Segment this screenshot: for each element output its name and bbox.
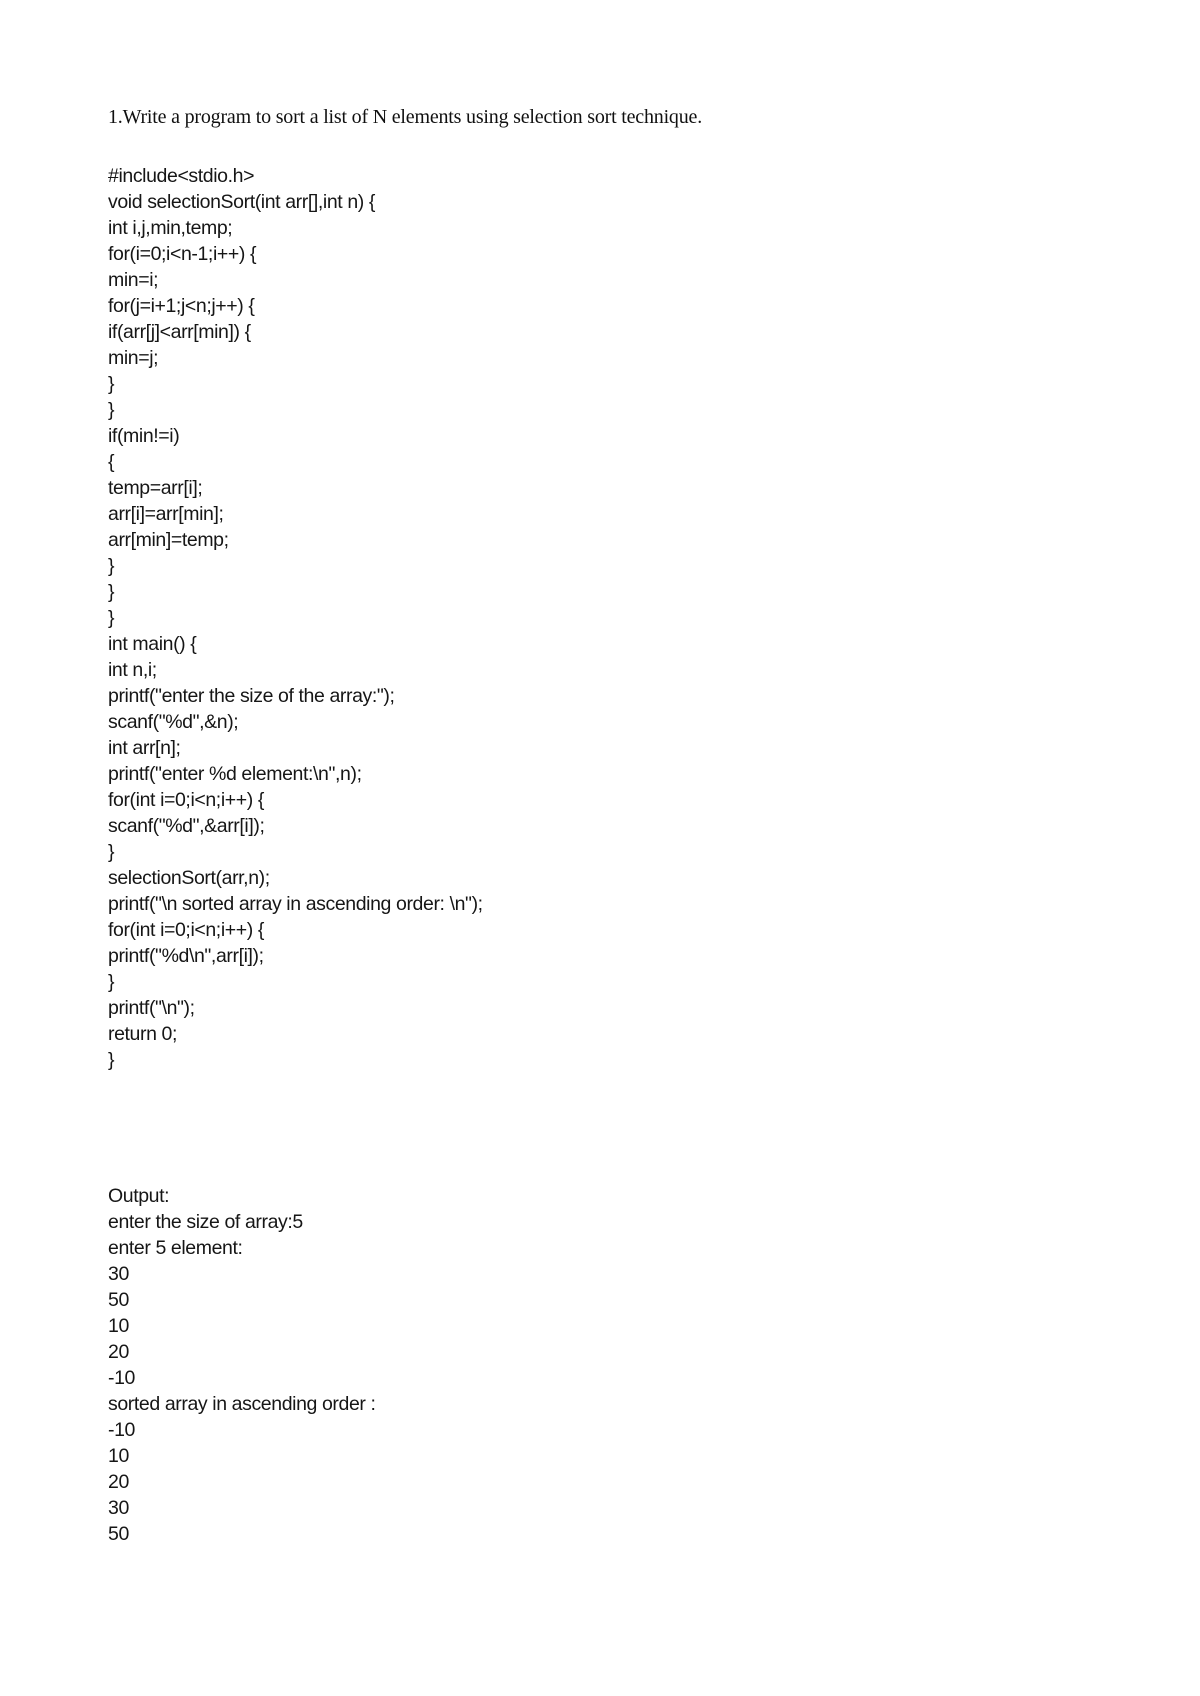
code-line: } bbox=[108, 399, 115, 421]
code-line: printf("enter the size of the array:"); bbox=[108, 685, 395, 707]
code-line: } bbox=[108, 607, 115, 629]
code-line: printf("\n sorted array in ascending order: \n"); bbox=[108, 893, 483, 915]
program-output-block bbox=[108, 1183, 1108, 1547]
output-line: sorted array in ascending order : bbox=[108, 1393, 376, 1415]
code-line: temp=arr[i]; bbox=[108, 477, 203, 499]
code-line: int i,j,min,temp; bbox=[108, 217, 233, 239]
code-line: for(int i=0;i<n;i++) { bbox=[108, 919, 264, 941]
output-line: enter the size of array:5 bbox=[108, 1211, 303, 1233]
code-block bbox=[108, 163, 1108, 1073]
code-line: arr[i]=arr[min]; bbox=[108, 503, 224, 525]
code-line: min=j; bbox=[108, 347, 159, 369]
code-line: } bbox=[108, 373, 115, 395]
output-line: 20 bbox=[108, 1471, 129, 1493]
code-line: min=i; bbox=[108, 269, 159, 291]
output-line: enter 5 element: bbox=[108, 1237, 243, 1259]
output-line: 10 bbox=[108, 1445, 129, 1467]
output-line: 10 bbox=[108, 1315, 129, 1337]
code-line: void selectionSort(int arr[],int n) { bbox=[108, 191, 375, 213]
code-line: if(min!=i) bbox=[108, 425, 180, 447]
code-line: int n,i; bbox=[108, 659, 157, 681]
code-line: { bbox=[108, 451, 115, 473]
output-line: -10 bbox=[108, 1367, 135, 1389]
assignment-title: 1.Write a program to sort a list of N elements using selection sort technique. bbox=[108, 106, 702, 128]
code-line: } bbox=[108, 581, 115, 603]
output-line: 50 bbox=[108, 1289, 129, 1311]
code-line: printf("enter %d element:\n",n); bbox=[108, 763, 362, 785]
output-line: 20 bbox=[108, 1341, 129, 1363]
output-line: 30 bbox=[108, 1497, 129, 1519]
code-line: for(i=0;i<n-1;i++) { bbox=[108, 243, 257, 265]
code-line: selectionSort(arr,n); bbox=[108, 867, 270, 889]
code-line: scanf("%d",&n); bbox=[108, 711, 239, 733]
output-line: 30 bbox=[108, 1263, 129, 1285]
code-line: } bbox=[108, 555, 115, 577]
code-line: } bbox=[108, 841, 115, 863]
output-line: -10 bbox=[108, 1419, 135, 1441]
code-line: return 0; bbox=[108, 1023, 178, 1045]
code-line: printf("\n"); bbox=[108, 997, 195, 1019]
code-line: if(arr[j]<arr[min]) { bbox=[108, 321, 251, 343]
code-line: for(int i=0;i<n;i++) { bbox=[108, 789, 264, 811]
code-line: int main() { bbox=[108, 633, 197, 655]
code-line: } bbox=[108, 971, 115, 993]
code-line: int arr[n]; bbox=[108, 737, 181, 759]
code-line: scanf("%d",&arr[i]); bbox=[108, 815, 265, 837]
output-line: Output: bbox=[108, 1185, 170, 1207]
code-line: for(j=i+1;j<n;j++) { bbox=[108, 295, 255, 317]
code-line: printf("%d\n",arr[i]); bbox=[108, 945, 264, 967]
document-page bbox=[108, 104, 1108, 1547]
code-line: } bbox=[108, 1049, 115, 1071]
code-line: arr[min]=temp; bbox=[108, 529, 229, 551]
code-line: #include<stdio.h> bbox=[108, 165, 255, 187]
output-line: 50 bbox=[108, 1523, 129, 1545]
